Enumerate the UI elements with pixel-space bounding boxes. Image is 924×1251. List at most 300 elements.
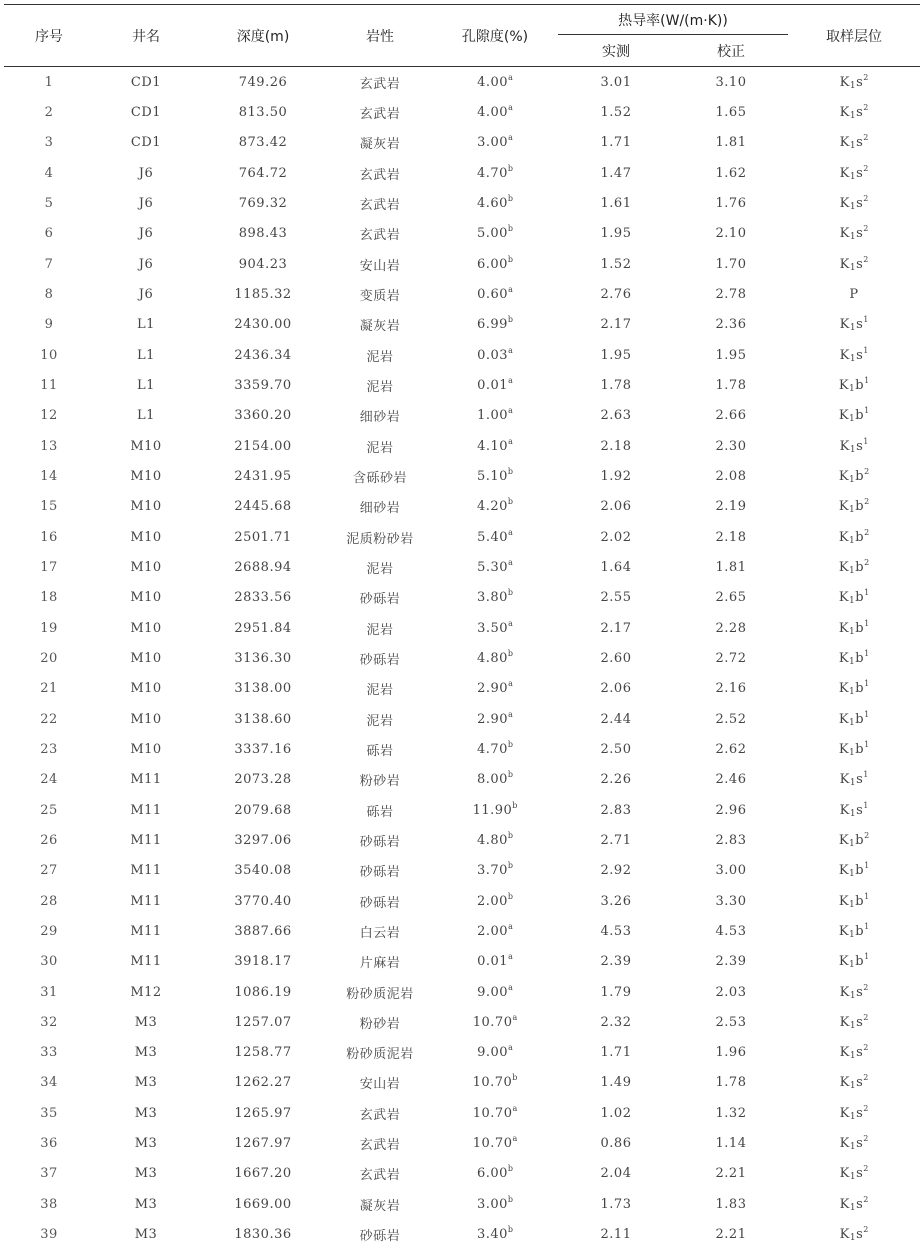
cell-corrected: 2.96: [715, 802, 747, 818]
porosity-value: 4.80: [476, 832, 508, 848]
cell-index: 4: [44, 165, 54, 181]
table-row: [4, 370, 920, 400]
layer-prefix: K: [839, 1075, 850, 1091]
cell-lithology: 砾岩: [366, 743, 394, 759]
porosity-value: 5.30: [477, 559, 509, 575]
cell-layer: [788, 97, 920, 127]
cell-index: 38: [40, 1196, 58, 1212]
porosity-note-marker: a: [508, 557, 513, 567]
porosity-note-marker: b: [507, 739, 514, 749]
cell-depth: 3136.30: [234, 650, 292, 666]
table-row: [4, 492, 920, 522]
layer-prefix: K: [838, 620, 850, 636]
cell-depth: 2431.95: [234, 468, 292, 484]
table-row: [4, 765, 920, 795]
layer-sup: 1: [864, 375, 870, 385]
cell-lithology: 含砾砂岩: [352, 470, 407, 486]
cell-corrected: 1.83: [715, 1196, 747, 1212]
layer-sup: 2: [864, 527, 870, 537]
layer-sup: 2: [863, 224, 869, 234]
layer-sup: 2: [863, 1194, 869, 1204]
cell-index: 15: [40, 499, 58, 515]
porosity-value: 4.00: [477, 74, 509, 90]
cell-depth: 3297.06: [234, 832, 292, 848]
porosity-note-marker: b: [507, 648, 514, 658]
layer-sub: 1: [849, 808, 857, 819]
cell-corrected: 3.10: [715, 74, 747, 90]
cell-well: M10: [130, 499, 162, 515]
cell-porosity: [432, 279, 558, 309]
layer-sub: 1: [849, 869, 856, 880]
cell-index: 30: [40, 954, 58, 970]
layer-sup: 2: [863, 133, 869, 143]
cell-measured: 1.02: [600, 1105, 632, 1121]
cell-measured: 2.92: [600, 863, 632, 879]
porosity-note-marker: b: [507, 224, 514, 234]
cell-index: 24: [40, 772, 58, 788]
table-row: [4, 856, 920, 886]
table-row: [4, 401, 920, 431]
cell-corrected: 2.19: [715, 499, 747, 515]
table-row: [4, 249, 920, 279]
cell-corrected: 1.65: [715, 104, 747, 120]
cell-porosity: [432, 1128, 558, 1158]
cell-depth: 1830.36: [234, 1227, 292, 1243]
porosity-note-marker: b: [507, 1225, 514, 1235]
porosity-note-marker: b: [512, 800, 518, 810]
cell-measured: 0.86: [600, 1136, 632, 1152]
cell-porosity: [432, 1189, 558, 1219]
cell-lithology: 玄武岩: [359, 1138, 401, 1154]
layer-sup: 2: [863, 193, 869, 203]
cell-lithology: 细砂岩: [359, 501, 401, 517]
layer-prefix: K: [839, 1045, 850, 1061]
header-layer: 取样层位: [788, 5, 920, 67]
table-row: [4, 461, 920, 491]
layer-prefix: K: [839, 802, 850, 818]
porosity-value: 4.20: [476, 499, 508, 515]
layer-sub: 1: [849, 596, 856, 607]
cell-depth: 3359.70: [234, 377, 292, 393]
layer-prefix: K: [839, 1014, 850, 1030]
cell-lithology: 细砂岩: [359, 410, 401, 426]
cell-lithology: 粉砂质泥岩: [346, 986, 414, 1002]
porosity-value: 4.10: [477, 438, 509, 454]
cell-well: M10: [130, 741, 162, 757]
layer-sub: 1: [849, 929, 856, 940]
cell-measured: 1.71: [600, 1045, 632, 1061]
porosity-note-marker: a: [508, 952, 513, 962]
cell-depth: 1258.77: [234, 1045, 292, 1061]
cell-layer: [788, 340, 920, 370]
porosity-note-marker: a: [512, 1103, 518, 1113]
layer-prefix: K: [839, 1227, 850, 1243]
layer-sup: 2: [864, 830, 870, 840]
cell-measured: 2.71: [600, 832, 632, 848]
cell-corrected: 1.14: [715, 1136, 747, 1152]
table-row: [4, 1038, 920, 1068]
layer-letter: b: [855, 408, 865, 424]
cell-measured: 2.18: [600, 438, 632, 454]
porosity-value: 3.70: [476, 863, 508, 879]
cell-index: 26: [40, 832, 58, 848]
cell-well: M10: [130, 711, 162, 727]
porosity-note-marker: b: [507, 891, 514, 901]
cell-well: M3: [134, 1014, 158, 1030]
cell-porosity: [432, 492, 558, 522]
cell-porosity: [432, 704, 558, 734]
cell-depth: 3540.08: [234, 863, 292, 879]
cell-measured: 1.79: [600, 984, 632, 1000]
layer-prefix: K: [839, 984, 850, 1000]
cell-measured: 2.06: [600, 499, 632, 515]
cell-corrected: 2.30: [715, 438, 747, 454]
table-row: [4, 431, 920, 461]
layer-sup: 2: [863, 1012, 869, 1022]
cell-depth: 1267.97: [234, 1136, 292, 1152]
cell-corrected: 1.81: [715, 135, 747, 151]
table-row: [4, 674, 920, 704]
cell-lithology: 安山岩: [359, 1077, 401, 1093]
porosity-value: 5.00: [476, 226, 508, 242]
cell-layer: P: [849, 286, 859, 302]
porosity-note-marker: a: [508, 679, 513, 689]
cell-depth: 3360.20: [234, 408, 292, 424]
cell-corrected: 2.10: [715, 226, 747, 242]
cell-measured: 2.60: [600, 650, 632, 666]
cell-well: M11: [130, 893, 162, 909]
layer-sub: 1: [849, 505, 856, 516]
cell-corrected: 2.16: [715, 681, 747, 697]
porosity-note-marker: b: [507, 830, 514, 840]
porosity-note-marker: b: [507, 254, 514, 264]
cell-depth: 2154.00: [234, 438, 292, 454]
header-depth: 深度(m): [198, 5, 328, 67]
layer-sub: 1: [849, 262, 857, 273]
cell-measured: 2.39: [600, 954, 632, 970]
porosity-value: 6.99: [476, 317, 508, 333]
cell-layer: [788, 188, 920, 218]
cell-depth: 898.43: [238, 226, 288, 242]
cell-measured: 1.95: [600, 226, 632, 242]
layer-prefix: K: [839, 165, 850, 181]
cell-layer: [788, 249, 920, 279]
layer-sub: 1: [849, 1051, 857, 1062]
cell-layer: [788, 583, 920, 613]
cell-layer: [788, 522, 920, 552]
cell-index: 3: [44, 135, 54, 151]
cell-corrected: 2.83: [715, 832, 747, 848]
cell-measured: 1.52: [600, 256, 632, 272]
table-row: [4, 1128, 920, 1158]
cell-well: L1: [137, 347, 155, 363]
layer-sub: 1: [849, 1111, 857, 1122]
cell-porosity: [432, 1098, 558, 1128]
porosity-note-marker: a: [508, 618, 513, 628]
cell-depth: 3887.66: [234, 923, 292, 939]
table-row: [4, 97, 920, 127]
cell-layer: [788, 219, 920, 249]
cell-lithology: 片麻岩: [359, 956, 401, 972]
cell-layer: [788, 795, 920, 825]
cell-porosity: [432, 97, 558, 127]
table-row: [4, 188, 920, 218]
porosity-note-marker: b: [507, 1194, 514, 1204]
layer-letter: s: [856, 347, 864, 363]
cell-porosity: [432, 158, 558, 188]
cell-lithology: 泥岩: [366, 349, 394, 365]
header-corrected: 校正: [674, 35, 788, 67]
cell-corrected: 2.52: [715, 711, 747, 727]
cell-measured: 1.71: [600, 135, 632, 151]
layer-letter: s: [856, 1136, 864, 1152]
cell-depth: 2688.94: [234, 559, 292, 575]
layer-prefix: K: [839, 1196, 850, 1212]
layer-prefix: K: [838, 741, 850, 757]
cell-corrected: 2.66: [715, 408, 747, 424]
cell-porosity: [432, 765, 558, 795]
cell-depth: 813.50: [238, 104, 288, 120]
cell-measured: 1.52: [600, 104, 632, 120]
porosity-value: 3.00: [477, 135, 509, 151]
table-row: [4, 219, 920, 249]
layer-prefix: K: [839, 226, 850, 242]
layer-prefix: K: [838, 377, 850, 393]
layer-prefix: K: [839, 772, 850, 788]
cell-corrected: 2.65: [715, 590, 747, 606]
table-row: [4, 825, 920, 855]
cell-layer: [788, 552, 920, 582]
cell-layer: [788, 856, 920, 886]
table-row: [4, 613, 920, 643]
layer-prefix: K: [839, 74, 850, 90]
porosity-value: 4.70: [476, 165, 508, 181]
cell-index: 6: [44, 226, 54, 242]
cell-well: M3: [134, 1105, 158, 1121]
porosity-value: 9.00: [477, 1045, 509, 1061]
porosity-value: 3.50: [477, 620, 509, 636]
table-row: [4, 916, 920, 946]
layer-letter: s: [856, 317, 864, 333]
layer-letter: b: [855, 529, 865, 545]
porosity-note-marker: b: [512, 1073, 518, 1083]
layer-sub: 1: [849, 1142, 857, 1153]
cell-index: 19: [40, 620, 58, 636]
porosity-note-marker: a: [508, 133, 513, 143]
cell-well: J6: [138, 286, 154, 302]
cell-layer: [788, 370, 920, 400]
layer-prefix: K: [838, 529, 850, 545]
porosity-note-marker: b: [507, 861, 514, 871]
layer-letter: b: [855, 559, 865, 575]
layer-sub: 1: [849, 474, 856, 485]
cell-index: 21: [40, 681, 58, 697]
layer-sub: 1: [849, 990, 857, 1001]
cell-well: M11: [130, 772, 162, 788]
layer-sub: 1: [849, 444, 857, 455]
cell-lithology: 玄武岩: [359, 1107, 401, 1123]
cell-lithology: 砂砾岩: [359, 592, 401, 608]
table-row: [4, 279, 920, 309]
cell-lithology: 泥质粉砂岩: [346, 531, 414, 547]
table-row: [4, 977, 920, 1007]
cell-layer: [788, 765, 920, 795]
cell-lithology: 玄武岩: [359, 197, 401, 213]
cell-depth: 2951.84: [234, 620, 292, 636]
layer-letter: s: [856, 1196, 864, 1212]
cell-index: 25: [40, 802, 58, 818]
header-conductivity: [558, 5, 788, 35]
cell-corrected: 1.78: [715, 377, 747, 393]
cell-porosity: [432, 431, 558, 461]
porosity-note-marker: a: [508, 102, 513, 112]
layer-sub: 1: [849, 626, 856, 637]
table-row: [4, 1068, 920, 1098]
layer-prefix: K: [839, 135, 850, 151]
cell-corrected: 2.62: [715, 741, 747, 757]
cell-index: 17: [40, 559, 58, 575]
cell-depth: 2445.68: [234, 499, 292, 515]
cell-lithology: 粉砂岩: [359, 1016, 401, 1032]
cell-layer: [788, 613, 920, 643]
layer-letter: s: [856, 772, 864, 788]
layer-prefix: K: [838, 711, 850, 727]
layer-sub: 1: [849, 687, 856, 698]
cell-porosity: [432, 461, 558, 491]
layer-sup: 1: [863, 345, 869, 355]
layer-sub: 1: [849, 80, 857, 91]
cell-layer: [788, 916, 920, 946]
cell-index: 14: [40, 468, 58, 484]
cell-lithology: 砂砾岩: [359, 1229, 401, 1245]
cell-index: 12: [40, 408, 58, 424]
porosity-value: 0.01: [477, 954, 509, 970]
layer-sub: 1: [849, 110, 857, 121]
cell-measured: 2.17: [600, 317, 632, 333]
cell-depth: 3770.40: [234, 893, 292, 909]
cell-layer: [788, 704, 920, 734]
cell-measured: 1.78: [600, 377, 632, 393]
cell-layer: [788, 947, 920, 977]
cell-depth: 1669.00: [234, 1196, 292, 1212]
porosity-value: 0.01: [477, 377, 509, 393]
cell-porosity: [432, 522, 558, 552]
cell-measured: 1.47: [600, 165, 632, 181]
cell-index: 34: [40, 1075, 58, 1091]
cell-lithology: 玄武岩: [359, 228, 401, 244]
cell-corrected: 2.03: [715, 984, 747, 1000]
layer-letter: b: [855, 711, 865, 727]
layer-letter: s: [856, 104, 864, 120]
layer-letter: s: [856, 1014, 864, 1030]
cell-depth: 764.72: [238, 165, 288, 181]
layer-sub: 1: [849, 1233, 857, 1244]
layer-letter: b: [855, 650, 865, 666]
cell-layer: [788, 1038, 920, 1068]
cell-corrected: 3.00: [715, 863, 747, 879]
cell-layer: [788, 1189, 920, 1219]
porosity-note-marker: a: [508, 375, 513, 385]
porosity-note-marker: b: [507, 466, 514, 476]
cell-lithology: 泥岩: [366, 713, 394, 729]
cell-measured: 4.53: [600, 923, 632, 939]
porosity-note-marker: a: [508, 406, 513, 416]
cell-index: 23: [40, 741, 58, 757]
cell-corrected: 4.53: [715, 923, 747, 939]
cell-well: M10: [130, 620, 162, 636]
layer-sup: 1: [864, 952, 870, 962]
porosity-value: 3.40: [476, 1227, 508, 1243]
layer-letter: s: [856, 438, 864, 454]
cell-well: M3: [134, 1227, 158, 1243]
cell-well: CD1: [130, 104, 162, 120]
cell-measured: 1.49: [600, 1075, 632, 1091]
cell-depth: 1086.19: [234, 984, 292, 1000]
cell-porosity: [432, 947, 558, 977]
layer-letter: s: [856, 1227, 864, 1243]
cell-layer: [788, 1007, 920, 1037]
cell-porosity: [432, 916, 558, 946]
table-row: [4, 1189, 920, 1219]
cell-layer: [788, 158, 920, 188]
layer-sub: 1: [849, 1202, 857, 1213]
cell-layer: [788, 734, 920, 764]
porosity-note-marker: a: [508, 982, 513, 992]
layer-letter: s: [856, 226, 864, 242]
layer-sup: 2: [864, 497, 870, 507]
layer-prefix: K: [838, 863, 850, 879]
layer-sup: 1: [864, 861, 870, 871]
header-index: 序号: [4, 5, 94, 67]
cell-corrected: 2.21: [715, 1227, 747, 1243]
cell-depth: 1185.32: [234, 286, 292, 302]
cell-corrected: 2.08: [715, 468, 747, 484]
layer-sup: 1: [863, 436, 869, 446]
layer-sub: 1: [849, 535, 856, 546]
cell-corrected: 1.78: [715, 1075, 747, 1091]
layer-sub: 1: [849, 747, 856, 758]
cell-lithology: 玄武岩: [359, 1168, 401, 1184]
porosity-value: 2.90: [477, 711, 509, 727]
cell-measured: 2.55: [600, 590, 632, 606]
porosity-note-marker: b: [507, 193, 514, 203]
cell-depth: 1667.20: [234, 1166, 292, 1182]
layer-sup: 1: [864, 406, 870, 416]
layer-letter: b: [855, 832, 865, 848]
cell-porosity: [432, 583, 558, 613]
layer-sup: 2: [863, 1073, 869, 1083]
cell-lithology: 玄武岩: [359, 167, 401, 183]
porosity-value: 0.60: [477, 286, 509, 302]
cell-index: 9: [44, 317, 54, 333]
porosity-value: 9.00: [477, 984, 509, 1000]
cell-porosity: [432, 1038, 558, 1068]
layer-prefix: K: [839, 347, 850, 363]
cell-lithology: 粉砂质泥岩: [346, 1047, 414, 1063]
porosity-note-marker: a: [512, 1134, 518, 1144]
cell-index: 27: [40, 863, 58, 879]
layer-letter: s: [856, 135, 864, 151]
layer-sub: 1: [849, 323, 857, 334]
cell-corrected: 2.21: [715, 1166, 747, 1182]
layer-sup: 2: [863, 102, 869, 112]
porosity-note-marker: a: [508, 709, 513, 719]
table-row: [4, 1159, 920, 1189]
table-row: [4, 1098, 920, 1128]
cell-lithology: 砂砾岩: [359, 652, 401, 668]
cell-index: 10: [40, 347, 58, 363]
cell-measured: 2.02: [600, 529, 632, 545]
